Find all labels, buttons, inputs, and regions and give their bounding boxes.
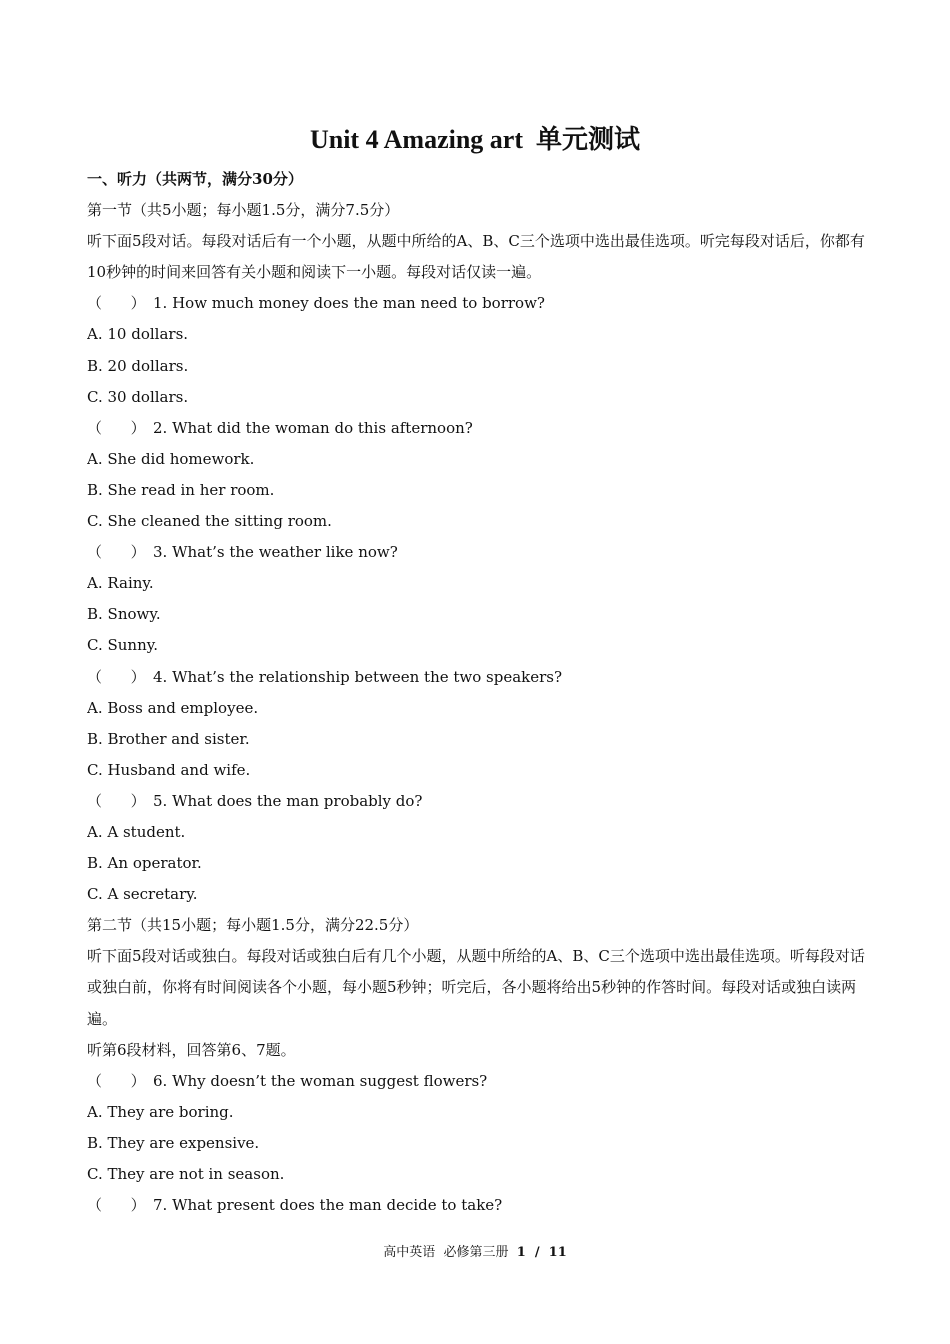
option-a: A. 10 dollars. bbox=[87, 325, 189, 344]
question-1 bbox=[87, 288, 872, 319]
option-b: B. They are expensive. bbox=[87, 1133, 260, 1152]
option-b: B. An operator. bbox=[87, 854, 202, 873]
part1-heading: 第一节（共5小题；每小题1.5分，满分7.5分） bbox=[87, 201, 400, 220]
option-b: B. Snowy. bbox=[87, 605, 161, 624]
page-number: 1 / 11 bbox=[516, 1245, 567, 1260]
question-stem: 3. What’s the weather like now? bbox=[153, 543, 398, 562]
answer-blank[interactable]: （ ） bbox=[87, 418, 146, 437]
answer-blank[interactable]: （ ） bbox=[87, 1071, 146, 1090]
option-c: C. A secretary. bbox=[87, 885, 198, 904]
page-footer bbox=[0, 1243, 950, 1263]
option-c: C. 30 dollars. bbox=[87, 387, 189, 406]
document-title: Unit 4 Amazing art 单元测试 bbox=[309, 125, 641, 154]
question-stem: 7. What present does the man decide to take? bbox=[153, 1196, 503, 1215]
question-3 bbox=[87, 537, 872, 568]
option-c: C. Sunny. bbox=[87, 636, 158, 655]
part2-instructions: 听下面5段对话或独白。每段对话或独白后有几个小题，从题中所给的A、B、C三个选项中选出最佳选项。听每段对话或独白前，你将有时间阅读各个小题，每小题5秒钟；听完后，各小题将给出5秒钟的作答时间。每段对话或独白读两遍。 bbox=[87, 947, 865, 1028]
answer-blank[interactable]: （ ） bbox=[87, 791, 146, 810]
question-4 bbox=[87, 662, 872, 693]
option-a: A. Rainy. bbox=[87, 574, 154, 593]
part2-heading: 第二节（共15小题；每小题1.5分，满分22.5分） bbox=[87, 916, 419, 935]
material-intro: 听第6段材料，回答第6、7题。 bbox=[87, 1040, 296, 1059]
question-stem: 1. How much money does the man need to borrow? bbox=[153, 294, 545, 313]
answer-blank[interactable]: （ ） bbox=[87, 1196, 146, 1215]
option-b: B. She read in her room. bbox=[87, 480, 275, 499]
option-a: A. A student. bbox=[87, 822, 186, 841]
question-2 bbox=[87, 413, 872, 444]
option-c: C. Husband and wife. bbox=[87, 760, 251, 779]
section-heading: 一、听力（共两节，满分30分） bbox=[87, 170, 303, 188]
option-a: A. They are boring. bbox=[87, 1102, 234, 1121]
answer-blank[interactable]: （ ） bbox=[87, 667, 146, 686]
option-a: A. Boss and employee. bbox=[87, 698, 259, 717]
answer-blank[interactable]: （ ） bbox=[87, 543, 146, 562]
option-b: B. Brother and sister. bbox=[87, 729, 250, 748]
option-b: B. 20 dollars. bbox=[87, 356, 189, 375]
question-stem: 4. What’s the relationship between the two speakers? bbox=[153, 667, 563, 686]
option-c: C. They are not in season. bbox=[87, 1165, 285, 1183]
footer-text: 高中英语 必修第三册 bbox=[383, 1245, 517, 1260]
question-stem: 5. What does the man probably do? bbox=[153, 791, 423, 810]
document-body bbox=[87, 164, 872, 1221]
question-stem: 2. What did the woman do this afternoon? bbox=[153, 418, 473, 437]
question-6 bbox=[87, 1066, 872, 1097]
question-7 bbox=[87, 1190, 872, 1221]
option-a: A. She did homework. bbox=[87, 449, 255, 468]
question-5 bbox=[87, 786, 872, 817]
option-c: C. She cleaned the sitting room. bbox=[87, 512, 332, 531]
part1-instructions: 听下面5段对话。每段对话后有一个小题，从题中所给的A、B、C三个选项中选出最佳选项。听完每段对话后，你都有10秒钟的时间来回答有关小题和阅读下一小题。每段对话仅读一遍。 bbox=[87, 232, 865, 282]
answer-blank[interactable]: （ ） bbox=[87, 294, 146, 313]
question-stem: 6. Why doesn’t the woman suggest flowers? bbox=[153, 1071, 488, 1090]
